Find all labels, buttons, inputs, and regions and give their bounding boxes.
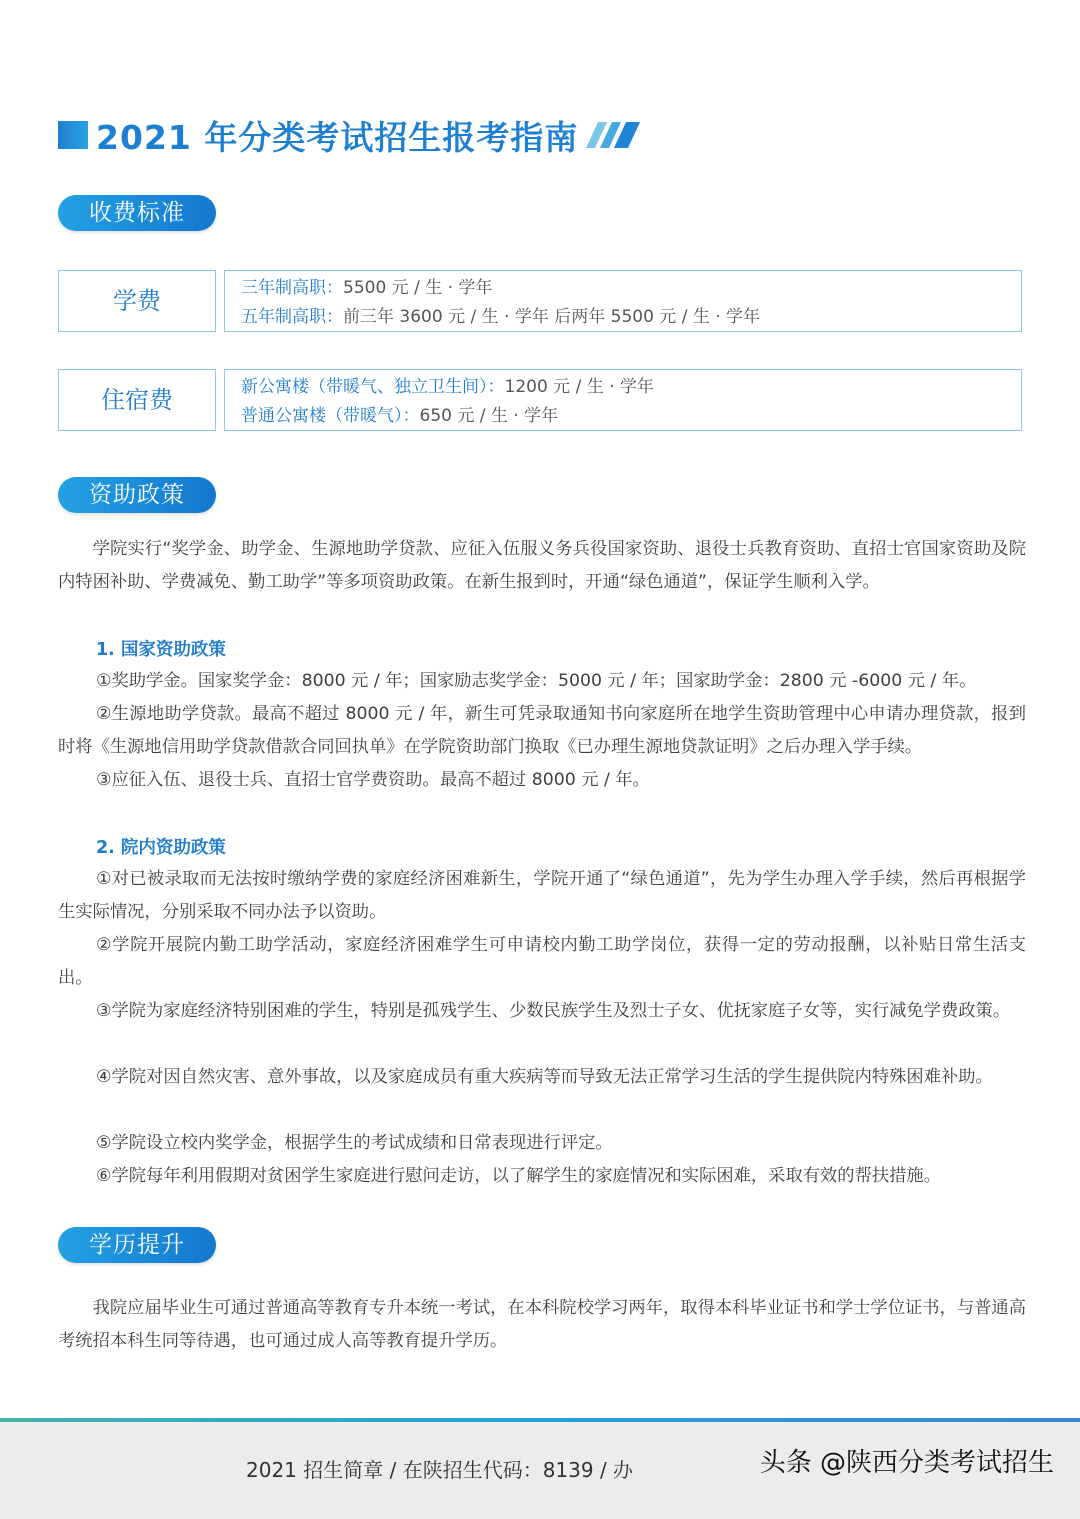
tuition-line2-prefix: 五年制高职： bbox=[241, 307, 343, 327]
national-aid-item-1: ①奖助学金。国家奖学金：8000 元 / 年；国家励志奖学金：5000 元 / 年；国家助学金：2800 元 -6000 元 / 年。 bbox=[96, 671, 977, 691]
page-title: 2021 年分类考试招生报考指南 bbox=[96, 117, 579, 157]
internal-aid-item-6: ⑥学院每年利用假期对贫困学生家庭进行慰问走访，以了解学生的家庭情况和实际困难，采取有效的帮扶措施。 bbox=[96, 1166, 941, 1186]
footer-gradient-line bbox=[0, 1418, 1080, 1422]
tuition-line1-prefix: 三年制高职： bbox=[241, 278, 343, 298]
section-aid-heading: 资助政策 bbox=[58, 477, 216, 513]
footer-text: 2021 招生简章 / 在陕招生代码：8139 / 办 bbox=[246, 1458, 634, 1482]
national-aid-item-2: ②生源地助学贷款。最高不超过 8000 元 / 年，新生可凭录取通知书向家庭所在地学生资助管理中心申请办理贷款，报到时将《生源地信用助学贷款借款合同回执单》在学院资助部门换取《已办理生源地贷款证明》之后办理入学手续。 bbox=[58, 704, 1026, 757]
section-fees-heading: 收费标准 bbox=[58, 195, 216, 231]
aid-intro-paragraph: 学院实行“奖学金、助学金、生源地助学贷款、应征入伍服义务兵役国家资助、退役士兵教育资助、直招士官国家资助及院内特困补助、学费减免、勤工助学”等多项资助政策。在新生报到时，开通“绿色通道”，保证学生顺利入学。 bbox=[58, 539, 1026, 592]
tuition-line2-text: 前三年 3600 元 / 生 · 学年 后两年 5500 元 / 生 · 学年 bbox=[343, 307, 761, 327]
internal-aid-item-2: ②学院开展院内勤工助学活动，家庭经济困难学生可申请校内勤工助学岗位，获得一定的劳动报酬，以补贴日常生活支出。 bbox=[58, 935, 1026, 988]
housing-line1-text: 1200 元 / 生 · 学年 bbox=[504, 377, 654, 397]
internal-aid-item-4: ④学院对因自然灾害、意外事故，以及家庭成员有重大疾病等而导致无法正常学习生活的学生提供院内特殊困难补助。 bbox=[96, 1067, 993, 1087]
national-aid-heading: 1. 国家资助政策 bbox=[96, 640, 226, 660]
national-aid-item-3: ③应征入伍、退役士兵、直招士官学费资助。最高不超过 8000 元 / 年。 bbox=[96, 770, 650, 790]
title-accent-block bbox=[58, 121, 88, 149]
section-degree-heading: 学历提升 bbox=[58, 1227, 216, 1263]
degree-paragraph: 我院应届毕业生可通过普通高等教育专升本统一考试，在本科院校学习两年，取得本科毕业证书和学士学位证书，与普通高考统招本科生同等待遇，也可通过成人高等教育提升学历。 bbox=[58, 1298, 1026, 1351]
internal-aid-heading: 2. 院内资助政策 bbox=[96, 838, 226, 858]
housing-line2-prefix: 普通公寓楼（带暖气）： bbox=[241, 406, 420, 426]
internal-aid-item-3: ③学院为家庭经济特别困难的学生，特别是孤残学生、少数民族学生及烈士子女、优抚家庭子女等，实行减免学费政策。 bbox=[96, 1001, 1011, 1021]
tuition-line1-text: 5500 元 / 生 · 学年 bbox=[343, 278, 493, 298]
internal-aid-item-1: ①对已被录取而无法按时缴纳学费的家庭经济困难新生，学院开通了“绿色通道”，先为学生办理入学手续，然后再根据学生实际情况，分别采取不同办法予以资助。 bbox=[58, 869, 1026, 922]
internal-aid-item-5: ⑤学院设立校内奖学金，根据学生的考试成绩和日常表现进行评定。 bbox=[96, 1133, 613, 1153]
housing-line2-text: 650 元 / 生 · 学年 bbox=[419, 406, 559, 426]
watermark: 头条 @陕西分类考试招生 bbox=[759, 1448, 1054, 1478]
tuition-detail bbox=[224, 270, 1022, 332]
housing-line1-prefix: 新公寓楼（带暖气、独立卫生间）： bbox=[241, 377, 505, 397]
housing-detail bbox=[224, 369, 1022, 431]
title-stripes-decoration bbox=[592, 122, 634, 148]
tuition-label: 学费 bbox=[58, 270, 216, 332]
page-title-bar bbox=[58, 112, 634, 158]
housing-label: 住宿费 bbox=[58, 369, 216, 431]
